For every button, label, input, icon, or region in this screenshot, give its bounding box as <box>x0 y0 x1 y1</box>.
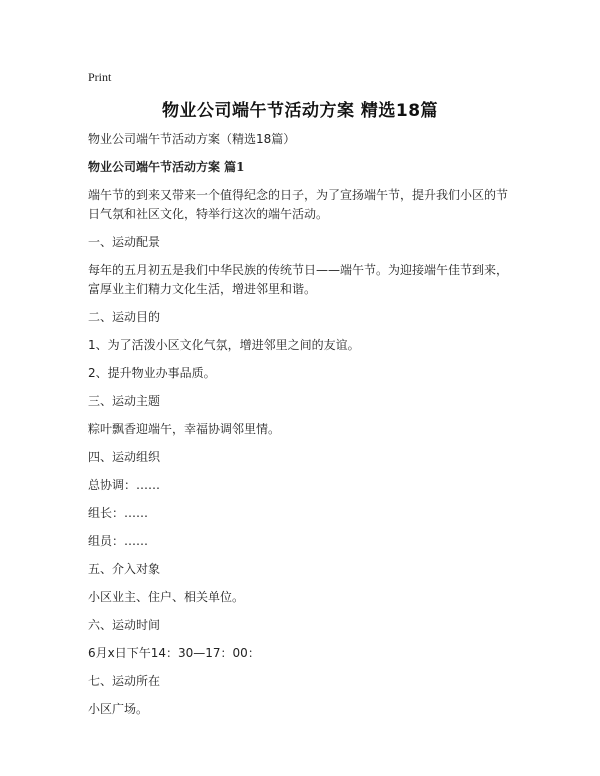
document-title: 物业公司端午节活动方案 精选18篇 <box>161 101 439 121</box>
org-coordinator: 总协调：…… <box>88 478 161 492</box>
document-body <box>88 130 518 728</box>
heading-location: 七、运动所在 <box>88 674 161 688</box>
org-members: 组员：…… <box>88 534 149 548</box>
heading-purpose: 二、运动目的 <box>88 310 161 324</box>
heading-background: 一、运动配景 <box>88 235 161 249</box>
participants-text: 小区业主、住户、相关单位。 <box>88 590 245 604</box>
document-subtitle: 物业公司端午节活动方案（精选18篇） <box>88 132 296 146</box>
purpose-item-2: 2、提升物业办事品质。 <box>88 366 216 380</box>
heading-time: 六、运动时间 <box>88 618 161 632</box>
heading-participants: 五、介入对象 <box>88 562 161 576</box>
intro-paragraph: 端午节的到来又带来一个值得纪念的日子，为了宣扬端午节，提升我们小区的节日气氛和社区文化，特举行这次的端午活动。 <box>88 188 509 221</box>
theme-text: 粽叶飘香迎端午，幸福协调邻里情。 <box>88 422 281 436</box>
location-text: 小区广场。 <box>88 702 149 716</box>
purpose-item-1: 1、为了活泼小区文化气氛，增进邻里之间的友谊。 <box>88 338 360 352</box>
print-label[interactable]: Print <box>88 70 112 84</box>
background-paragraph: 每年的五月初五是我们中华民族的传统节日——端午节。为迎接端午佳节到来，富厚业主们精力文化生活，增进邻里和谐。 <box>88 263 509 296</box>
org-leader: 组长：…… <box>88 506 149 520</box>
section-heading: 物业公司端午节活动方案 篇1 <box>88 160 245 174</box>
heading-organization: 四、运动组织 <box>88 450 161 464</box>
heading-theme: 三、运动主题 <box>88 394 161 408</box>
time-text: 6月x日下午14：30—17：00： <box>88 646 260 660</box>
